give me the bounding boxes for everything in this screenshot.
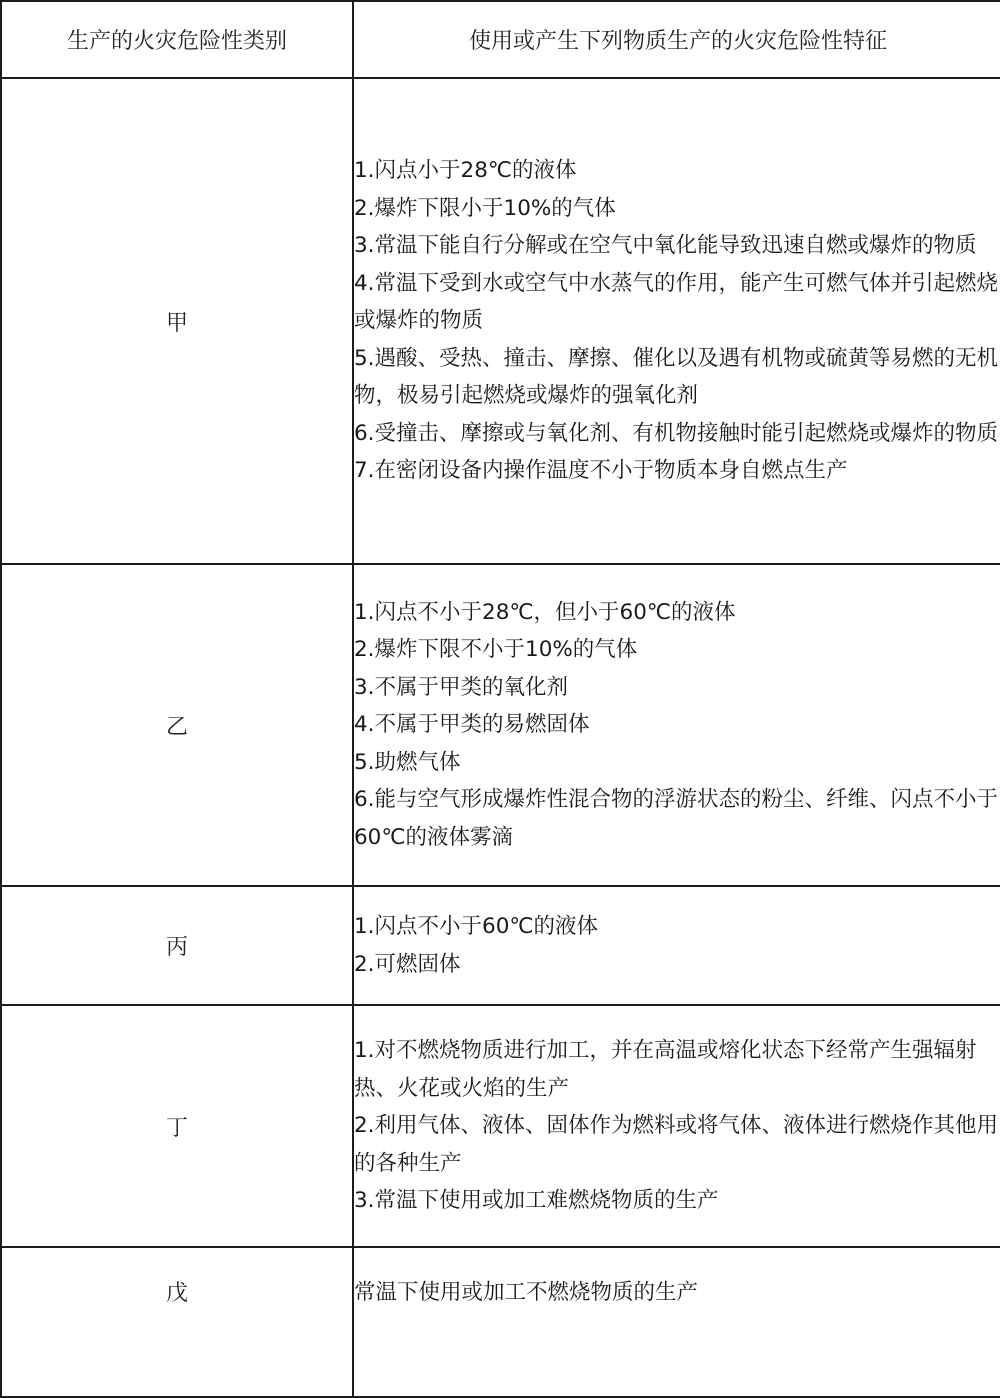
feature-item: 2.利用气体、液体、固体作为燃料或将气体、液体进行燃烧作其他用的各种生产: [354, 1113, 999, 1176]
feature-list: [354, 1032, 1000, 1220]
table-header-row: [1, 1, 1000, 78]
feature-item: 4.不属于甲类的易燃固体: [354, 712, 590, 738]
feature-item: 3.常温下使用或加工难燃烧物质的生产: [354, 1188, 719, 1214]
feature-item: 5.助燃气体: [354, 749, 461, 775]
table-row: [1, 78, 1000, 564]
category-cell: 乙: [1, 564, 353, 886]
table-row: [1, 564, 1000, 886]
features-cell: [353, 886, 1000, 1005]
table-row: [1, 886, 1000, 1005]
feature-list: [354, 152, 1000, 490]
features-cell: [353, 1247, 1000, 1397]
features-cell: [353, 78, 1000, 564]
feature-item: 2.爆炸下限小于10%的气体: [354, 195, 616, 221]
features-cell: [353, 1005, 1000, 1247]
category-cell: 甲: [1, 78, 353, 564]
category-cell: 丁: [1, 1005, 353, 1247]
feature-item: 3.不属于甲类的氧化剂: [354, 674, 569, 700]
feature-item: 6.受撞击、摩擦或与氧化剂、有机物接触时能引起燃烧或爆炸的物质: [354, 420, 999, 446]
feature-item: 4.常温下受到水或空气中水蒸气的作用，能产生可燃气体并引起燃烧或爆炸的物质: [354, 270, 999, 334]
feature-item: 6.能与空气形成爆炸性混合物的浮游状态的粉尘、纤维、闪点不小于60℃的液体雾滴: [354, 787, 999, 850]
feature-list: [354, 594, 1000, 857]
header-category: 生产的火灾危险性类别: [1, 1, 353, 78]
features-cell: [353, 564, 1000, 886]
feature-item: 7.在密闭设备内操作温度不小于物质本身自燃点生产: [354, 458, 848, 484]
feature-list: [354, 908, 1000, 983]
category-cell: 戊: [1, 1247, 353, 1397]
table-row: [1, 1005, 1000, 1247]
feature-item: 2.爆炸下限不小于10%的气体: [354, 637, 638, 663]
table-row: [1, 1247, 1000, 1397]
feature-item: 3.常温下能自行分解或在空气中氧化能导致迅速自燃或爆炸的物质: [354, 233, 977, 259]
feature-item: 1.闪点小于28℃的液体: [354, 158, 577, 184]
feature-item: 2.可燃固体: [354, 951, 461, 977]
feature-item: 1.闪点不小于60℃的液体: [354, 914, 599, 939]
feature-item: 1.闪点不小于28℃，但小于60℃的液体: [354, 599, 736, 625]
feature-item: 1.对不燃烧物质进行加工，并在高温或熔化状态下经常产生强辐射热、火花或火焰的生产: [354, 1038, 977, 1101]
feature-item: 5.遇酸、受热、撞击、摩擦、催化以及遇有机物或硫黄等易燃的无机物，极易引起燃烧或爆炸的强氧化剂: [354, 345, 999, 409]
header-features: 使用或产生下列物质生产的火灾危险性特征: [353, 1, 1000, 78]
feature-item: 常温下使用或加工不燃烧物质的生产: [354, 1280, 699, 1305]
category-cell: 丙: [1, 886, 353, 1005]
